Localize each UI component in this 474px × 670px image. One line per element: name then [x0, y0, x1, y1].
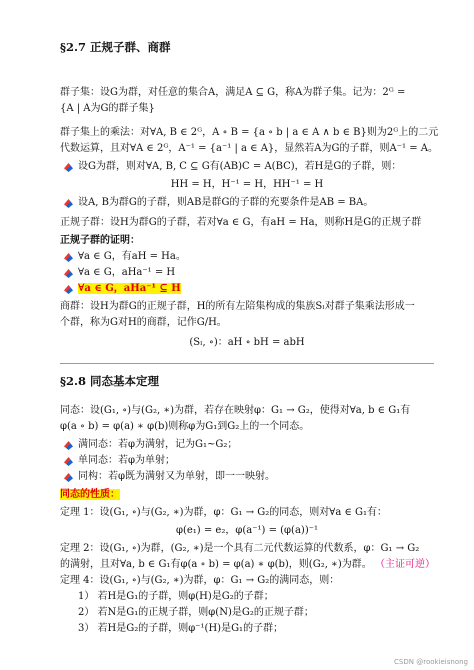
- theorem-4: 定理 4：设(G₁, ∘)与(G₂, ∗)为群，φ：G₁ → G₂的满同态，则：: [60, 575, 340, 586]
- bullet-icon: [64, 163, 73, 172]
- bullet-text: 设A, B为群G的子群，则AB是群G的子群的充要条件是AB = BA。: [78, 197, 374, 208]
- subset-multiplication-definition-cont: 代数运算，且对∀A ∈ 2ᴳ，A⁻¹ = {a⁻¹ | a ∈ A}，显然若A为G的子群，则A⁻¹ = A。: [60, 143, 438, 154]
- subgroup-identities-equation: HH = H，H⁻¹ = H，HH⁻¹ = H: [170, 179, 324, 190]
- bullet-text: ∀a ∈ G，aHa⁻¹ = H: [78, 267, 176, 278]
- bullet-icon: [64, 285, 73, 294]
- bullet-text: 同构：若φ既为满射又为单射，即一一映射。: [78, 471, 276, 482]
- bullet-item-product-subgroup: [60, 196, 434, 210]
- proof-item-1: [60, 250, 434, 264]
- theorem-2-cont: [60, 558, 434, 572]
- bullet-text: 满同态：若φ为满射，记为G₁~G₂；: [78, 439, 238, 450]
- bullet-icon: [64, 253, 73, 262]
- theorem-4-item-3: 3） 若H是G₂的子群，则φ⁻¹(H)是G₁的子群；: [78, 623, 284, 634]
- bullet-text: ∀a ∈ G，有aH = Ha。: [78, 251, 186, 262]
- quotient-group-definition-cont: 个群，称为G对H的商群，记作G/H。: [60, 317, 227, 328]
- theorem-2-text: 的满射，且对∀a, b ∈ G₁有φ(a ∘ b) = φ(a) ∗ φ(b)，则(G₂, ∗)为群。: [60, 559, 372, 570]
- bullet-icon: [64, 269, 73, 278]
- theorem-4-item-2: 2） 若N是G₁的正规子群，则φ(N)是G₂的正规子群；: [78, 607, 314, 618]
- bullet-text: 单同态：若φ为单射；: [78, 455, 176, 466]
- highlighted-heading: 同态的性质：: [60, 489, 120, 500]
- theorem-2-note: （主证可逆）: [374, 559, 435, 570]
- homomorphism-type-isomorphism: [60, 470, 434, 484]
- subset-multiplication-definition: 群子集上的乘法：对∀A, B ∈ 2ᴳ，A ∘ B = {a ∘ b | a ∈ A ∧ b ∈ B}则为2ᴳ上的二元: [60, 127, 439, 138]
- quotient-group-definition: 商群：设H为群G的正规子群，H的所有左陪集构成的集族Sₗ对群子集乘法形成一: [60, 301, 415, 312]
- homomorphism-type-epimorphism: [60, 438, 434, 452]
- normal-subgroup-definition: 正规子群：设H为群G的子群，若对∀a ∈ G，有aH = Ha，则称H是G的正规子群: [60, 217, 422, 228]
- bullet-icon: [64, 457, 73, 466]
- homomorphism-definition-cont: φ(a ∘ b) = φ(a) ∗ φ(b)则称φ为G₁到G₂上的一个同态。: [60, 421, 310, 432]
- homomorphism-definition: 同态：设(G₁, ∘)与(G₂, ∗)为群，若存在映射φ：G₁ → G₂，使得对∀a, b ∈ G₁有: [60, 405, 411, 416]
- homomorphism-type-monomorphism: [60, 454, 434, 468]
- bullet-icon: [64, 473, 73, 482]
- homomorphism-properties-title: [60, 488, 434, 502]
- quotient-group-equation: (Sₗ, ∘)：aH ∘ bH = abH: [189, 337, 305, 348]
- theorem-1: 定理 1：设(G₁, ∘)与(G₂, ∗)为群，φ：G₁ → G₂的同态，则对∀a ∈ G₁有：: [60, 507, 388, 518]
- normal-subgroup-proof-title: 正规子群的证明：: [60, 235, 140, 246]
- bullet-icon: [64, 441, 73, 450]
- highlighted-text: ∀a ∈ G，aHa⁻¹ ⊆ H: [78, 283, 181, 294]
- group-subset-definition-cont: {A | A为G的群子集}: [60, 103, 155, 114]
- section-2-8-title: §2.8 同态基本定理: [60, 374, 160, 388]
- watermark: CSDN @rookieisnong: [394, 658, 468, 666]
- bullet-icon: [64, 199, 73, 208]
- theorem-2: 定理 2：设(G₁, ∘)为群，(G₂, ∗)是一个具有二元代数运算的代数系，φ：G₁ → G₂: [60, 543, 420, 554]
- proof-item-3: [60, 282, 434, 296]
- group-subset-definition: 群子集：设G为群，对任意的集合A，满足A ⊆ G，称A为群子集。记为：2ᴳ =: [60, 87, 406, 98]
- section-divider: [60, 363, 434, 364]
- section-2-7-title: §2.7 正规子群、商群: [60, 40, 171, 54]
- theorem-1-equation: φ(e₁) = e₂，φ(a⁻¹) = (φ(a))⁻¹: [175, 525, 319, 536]
- proof-item-2: [60, 266, 434, 280]
- bullet-item-associativity: [60, 160, 434, 174]
- theorem-4-item-1: 1） 若H是G₁的子群，则φ(H)是G₂的子群；: [78, 591, 274, 602]
- bullet-text: 设G为群，则对∀A, B, C ⊆ G有(AB)C = A(BC)，若H是G的子群，则：: [78, 161, 402, 172]
